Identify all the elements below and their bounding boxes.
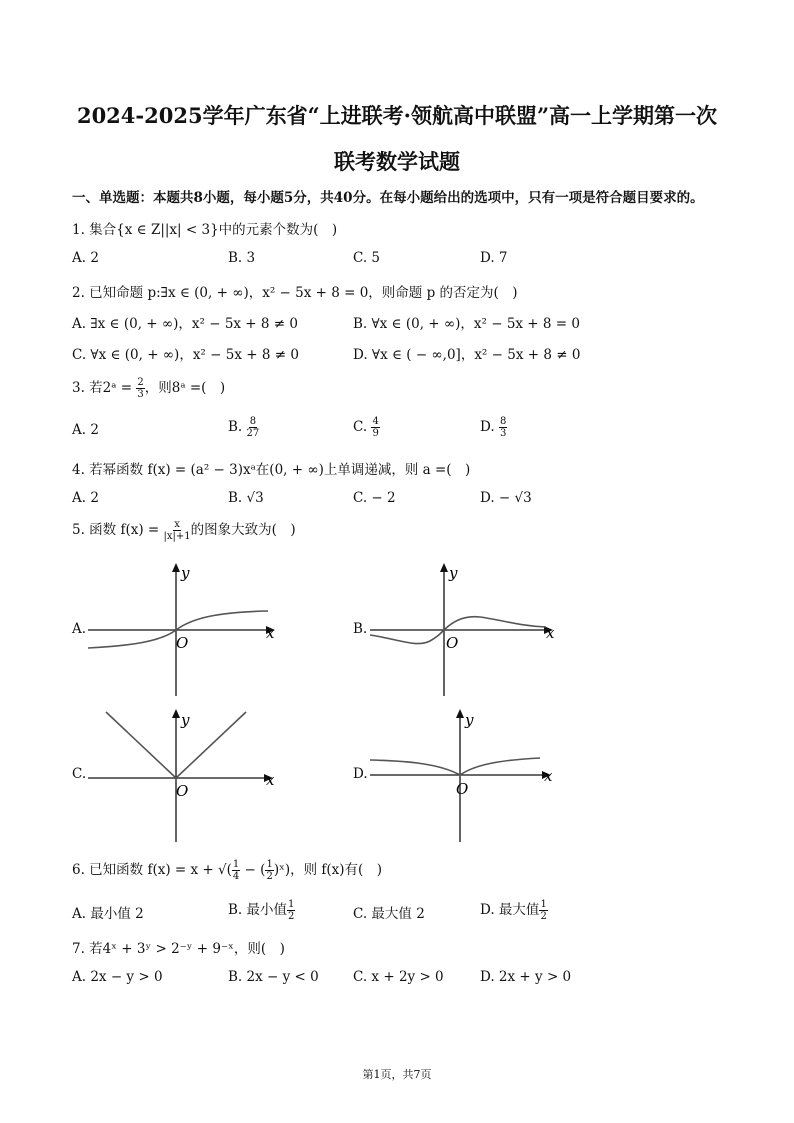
y-axis-arrow <box>456 709 464 718</box>
q3-option-d-fraction <box>499 416 507 439</box>
q5-graph-d <box>370 708 570 843</box>
q3d-den: 3 <box>499 428 507 439</box>
q6-inner-frac1 <box>232 859 240 882</box>
question-3-stem <box>72 376 225 400</box>
q3d-num: 8 <box>499 416 507 427</box>
q6-option-d-fraction <box>539 899 547 922</box>
origin-label: O <box>456 780 469 798</box>
q5-graph-a <box>88 562 288 697</box>
y-axis-arrow <box>172 563 180 572</box>
x-axis-label: x <box>544 767 553 785</box>
q6-option-b-fraction <box>287 899 295 922</box>
q3-stem-pre: 3. 若2ᵃ = <box>72 380 137 396</box>
q6-option-a: A. 最小值 2 <box>72 906 144 922</box>
q3-option-b <box>228 416 259 439</box>
q5-stem-post: 的图象大致为( ) <box>190 522 296 538</box>
q6-stem-pre: 6. 已知函数 f(x) = x + √( <box>72 862 232 878</box>
q1-option-d: D. 7 <box>480 250 508 266</box>
q6-f2-den: 2 <box>266 871 273 882</box>
q2-option-c: C. ∀x ∈ (0, + ∞)，x² − 5x + 8 ≠ 0 <box>72 347 299 363</box>
q3-option-d-label: D. <box>480 419 499 435</box>
q2-option-b: B. ∀x ∈ (0, + ∞)，x² − 5x + 8 = 0 <box>353 316 580 332</box>
question-7-stem: 7. 若4ˣ + 3ʸ > 2⁻ʸ + 9⁻ˣ，则( ) <box>72 941 285 957</box>
y-axis-arrow <box>440 563 448 572</box>
q3-option-a: A. 2 <box>72 422 99 438</box>
x-axis-label: x <box>266 624 275 642</box>
q5-graph-c <box>88 708 288 843</box>
q6-option-d <box>480 898 548 922</box>
q7-option-c: C. x + 2y > 0 <box>353 969 444 985</box>
q1-option-b: B. 3 <box>228 250 256 266</box>
exam-title-line2: 联考数学试题 <box>334 149 460 174</box>
q6-inner-frac2 <box>265 859 273 882</box>
q7-option-b: B. 2x − y < 0 <box>228 969 319 985</box>
q5-option-d-label: D. <box>353 766 368 782</box>
y-axis-label: y <box>181 564 190 582</box>
q5-option-a-label: A. <box>72 621 87 637</box>
q6-option-c: C. 最大值 2 <box>353 906 425 922</box>
q4-option-b: B. √3 <box>228 490 264 506</box>
q6-f2-num: 1 <box>266 859 273 870</box>
y-axis-arrow <box>172 709 180 718</box>
q3-stem-fraction <box>136 377 144 400</box>
q4-option-c: C. − 2 <box>353 490 396 506</box>
q5-option-b-label: B. <box>353 621 368 637</box>
q1-option-a: A. 2 <box>72 250 99 266</box>
origin-label: O <box>446 634 459 652</box>
q3-option-c <box>353 416 380 439</box>
q6d-num: 1 <box>540 899 547 910</box>
origin-label: O <box>176 634 189 652</box>
q4-option-a: A. 2 <box>72 490 99 506</box>
q2-option-d: D. ∀x ∈ ( − ∞,0]，x² − 5x + 8 ≠ 0 <box>353 347 581 363</box>
q1-option-c: C. 5 <box>353 250 381 266</box>
q3-frac-den: 3 <box>137 389 144 400</box>
q6d-den: 2 <box>540 911 547 922</box>
q5-stem-pre: 5. 函数 f(x) = <box>72 522 164 538</box>
q6-inner-mid: − ( <box>240 862 266 878</box>
q7-option-d: D. 2x + y > 0 <box>480 969 572 985</box>
q3c-den: 9 <box>372 428 379 439</box>
q3-stem-post: ，则8ᵃ =( ) <box>144 380 226 396</box>
q3b-num: 8 <box>249 416 257 427</box>
q3-option-c-fraction <box>371 416 379 439</box>
q7-option-a: A. 2x − y > 0 <box>72 969 163 985</box>
q6-option-b-label: B. 最小值 <box>228 902 288 918</box>
q3-option-b-fraction <box>247 416 260 439</box>
q5-option-c-label: C. <box>72 766 87 782</box>
q6-f1-den: 4 <box>232 871 240 882</box>
q2-option-a: A. ∃x ∈ (0, + ∞)，x² − 5x + 8 ≠ 0 <box>72 316 298 332</box>
q6-f1-num: 1 <box>232 859 240 870</box>
q5-frac-den: |x|+1 <box>163 531 191 542</box>
q3-frac-num: 2 <box>137 377 144 388</box>
y-axis-label: y <box>465 711 474 729</box>
q3b-den: 27 <box>246 428 260 439</box>
question-4-stem: 4. 若幂函数 f(x) = (a² − 3)xᵃ在(0, + ∞)上单调递减，则 a =( ) <box>72 462 471 478</box>
q6-option-d-label: D. 最大值 <box>480 902 540 918</box>
q5-stem-fraction <box>164 519 191 542</box>
q6-inner-end: )ˣ <box>273 862 285 878</box>
q3-option-b-label: B. <box>228 419 247 435</box>
q5-graph-b <box>370 562 570 697</box>
curve-d <box>370 758 540 775</box>
question-2-stem: 2. 已知命题 p:∃x ∈ (0, + ∞)，x² − 5x + 8 = 0，则命题 p 的否定为( ) <box>72 285 518 301</box>
x-axis-label: x <box>266 771 275 789</box>
q3-option-c-label: C. <box>353 419 372 435</box>
section-heading: 一、单选题：本题共8小题，每小题5分，共40分。在每小题给出的选项中，只有一项是符合题目要求的。 <box>72 190 704 206</box>
question-1-stem: 1. 集合{x ∈ Z||x| < 3}中的元素个数为( ) <box>72 222 338 238</box>
q6-stem-post: )，则 f(x)有( ) <box>284 862 383 878</box>
q6-option-b <box>228 898 295 922</box>
y-axis-label: y <box>181 711 190 729</box>
question-6-stem <box>72 858 382 882</box>
question-5-stem <box>72 518 296 542</box>
q4-option-d: D. − √3 <box>480 490 532 506</box>
page-footer: 第1页，共7页 <box>362 1068 432 1081</box>
y-axis-label: y <box>449 564 458 582</box>
q5-frac-num: x <box>174 519 180 530</box>
x-axis-label: x <box>546 624 555 642</box>
q6b-num: 1 <box>288 899 295 910</box>
q3c-num: 4 <box>372 416 379 427</box>
origin-label: O <box>176 782 189 800</box>
exam-title-line1: 2024-2025学年广东省“上进联考·领航高中联盟”高一上学期第一次 <box>76 103 718 128</box>
q6b-den: 2 <box>288 911 295 922</box>
q3-option-d <box>480 416 507 439</box>
